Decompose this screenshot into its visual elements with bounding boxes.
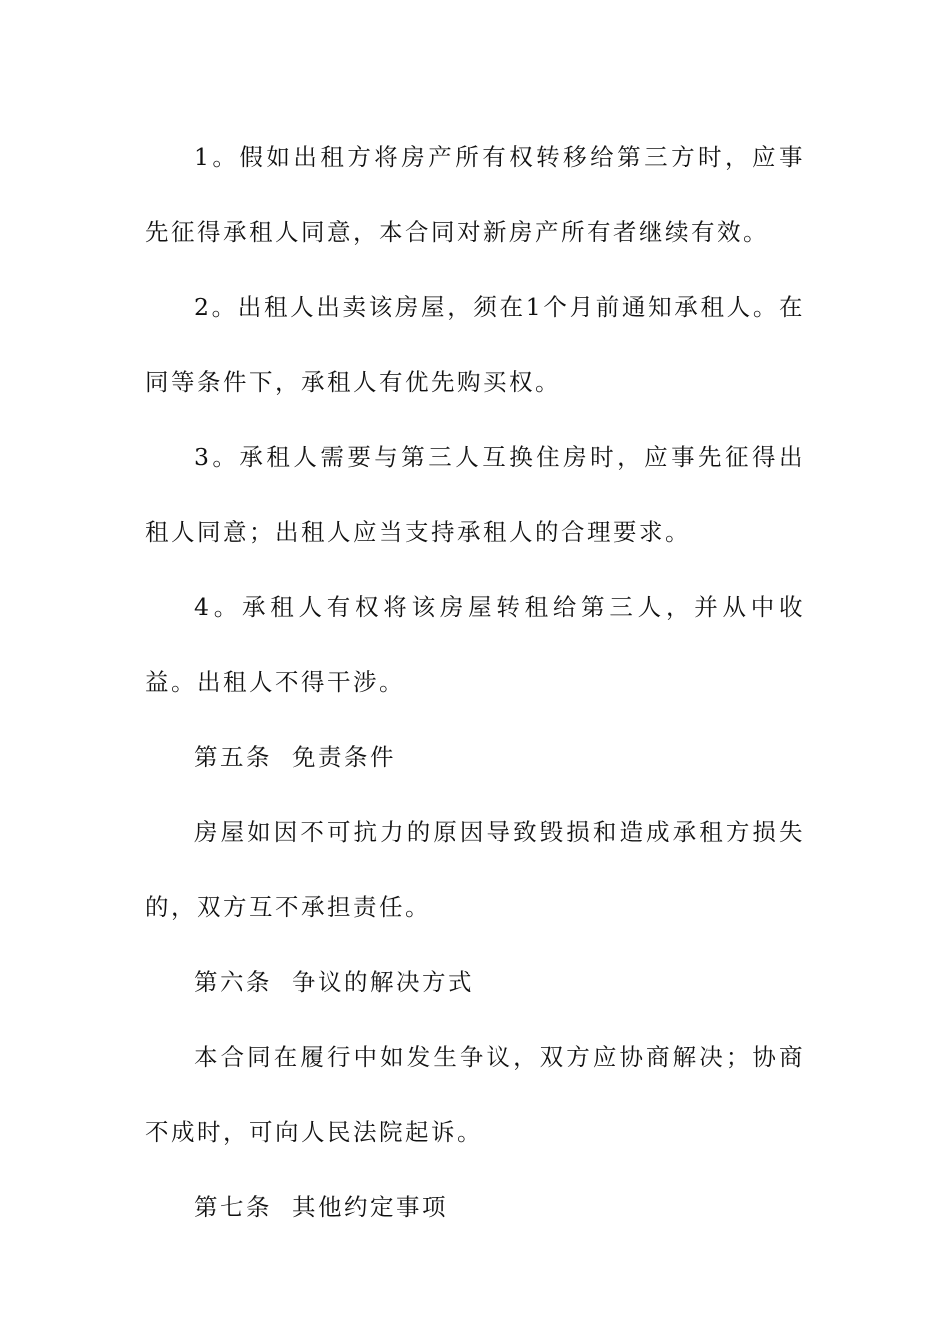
clause-item-4: 4。承租人有权将该房屋转租给第三人，并从中收益。出租人不得干涉。	[145, 593, 805, 696]
clause-item-1: 1。假如出租方将房产所有权转移给第三方时，应事先征得承租人同意，本合同对新房产所有者继续有效。	[145, 143, 805, 246]
clause-item-3: 3。承租人需要与第三人互换住房时，应事先征得出租人同意；出租人应当支持承租人的合理要求。	[145, 443, 805, 546]
section-heading-article-5: 第五条 免责条件	[194, 743, 396, 771]
article-5-body: 房屋如因不可抗力的原因导致毁损和造成承租方损失的，双方互不承担责任。	[145, 818, 805, 921]
document-body	[145, 120, 805, 1245]
article-6-body: 本合同在履行中如发生争议，双方应协商解决；协商不成时，可向人民法院起诉。	[145, 1043, 805, 1146]
section-heading-article-6: 第六条 争议的解决方式	[194, 968, 474, 996]
clause-item-2: 2。出租人出卖该房屋，须在1个月前通知承租人。在同等条件下，承租人有优先购买权。	[145, 293, 805, 396]
section-heading-article-7: 第七条 其他约定事项	[194, 1193, 448, 1221]
